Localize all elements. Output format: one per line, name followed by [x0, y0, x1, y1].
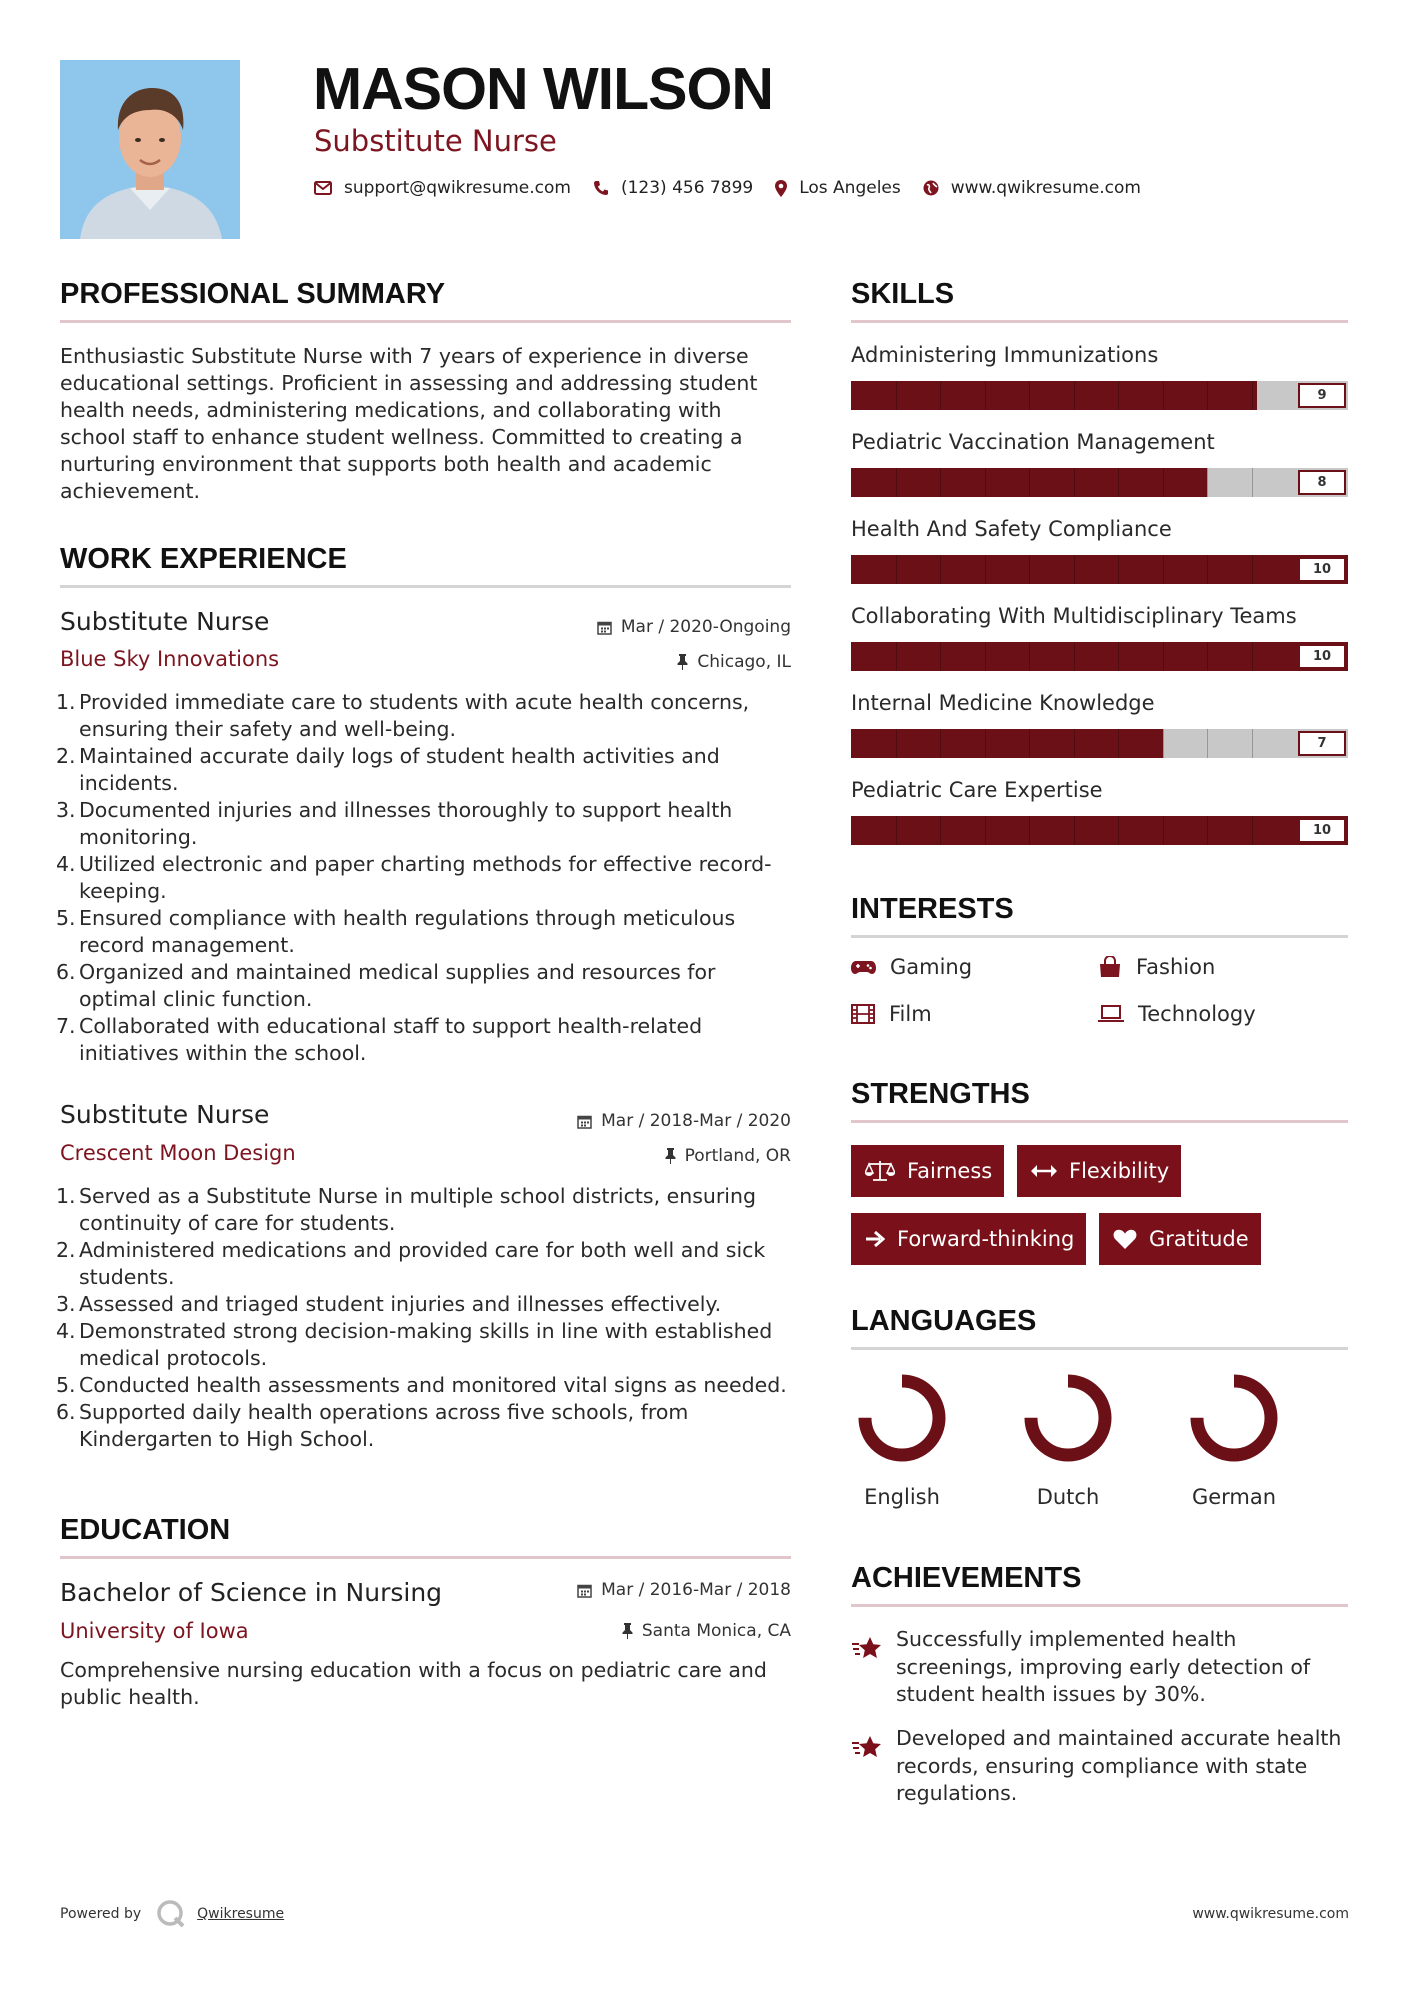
education-description	[60, 1657, 767, 1711]
skill-bar-segment	[1118, 642, 1119, 671]
skill-bar-segment	[896, 729, 897, 758]
strengths-divider	[851, 1120, 1348, 1123]
bullet-line: Documented injuries and illnesses thoroughly to support health	[79, 798, 733, 822]
skill-bar-segment	[1207, 729, 1208, 758]
bullet-line: initiatives within the school.	[79, 1041, 367, 1065]
language-label: German	[1191, 1485, 1277, 1509]
list-item	[56, 851, 800, 905]
achievement-line: Successfully implemented health	[896, 1627, 1237, 1651]
footer-website[interactable]: www.qwikresume.com	[1192, 1906, 1349, 1922]
job-date	[577, 1111, 791, 1131]
bullet-line: Demonstrated strong decision-making skills in line with established	[79, 1319, 773, 1343]
skill-bar-segment	[896, 555, 897, 584]
skill-bar-segment	[1074, 816, 1075, 845]
skill-bar-segment	[1207, 642, 1208, 671]
skill-bar-segment	[985, 816, 986, 845]
contact-bar	[314, 178, 1163, 198]
contact-phone[interactable]	[593, 178, 753, 198]
bullet-line: students.	[79, 1265, 175, 1289]
job-title: Substitute Nurse	[60, 607, 270, 636]
film-icon	[851, 1004, 875, 1024]
job-date-text: Mar / 2020-Ongoing	[620, 617, 791, 637]
skill-name: Health And Safety Compliance	[851, 517, 1172, 541]
bullet-line: Organized and maintained medical supplies and resources for	[79, 960, 716, 984]
skill-bar-segment	[1029, 381, 1030, 410]
skill-bar-segment	[985, 555, 986, 584]
interest-technology	[1098, 1002, 1256, 1026]
achievement-text	[896, 1626, 1356, 1709]
skill-name: Pediatric Vaccination Management	[851, 430, 1215, 454]
strength-gratitude	[1099, 1213, 1261, 1265]
skill-name: Administering Immunizations	[851, 343, 1159, 367]
footer-powered-by	[60, 1898, 284, 1930]
skill-bar-segment	[1207, 468, 1208, 497]
achievement-line: regulations.	[896, 1781, 1018, 1805]
globe-icon	[923, 180, 939, 196]
shopping-bag-icon	[1098, 956, 1122, 978]
list-item	[56, 1372, 800, 1399]
list-item	[56, 959, 800, 1013]
job-bullets	[56, 689, 800, 1067]
list-item	[56, 689, 800, 743]
summary-line: health needs, administering medications, and collaborating with	[60, 398, 722, 422]
contact-website-text: www.qwikresume.com	[950, 178, 1141, 198]
skill-bar-segment	[1074, 642, 1075, 671]
education-date	[577, 1580, 791, 1600]
bullet-line: record management.	[79, 933, 295, 957]
education-line: public health.	[60, 1685, 200, 1709]
bullet-line: optimal clinic function.	[79, 987, 313, 1011]
strength-label: Flexibility	[1069, 1159, 1170, 1183]
list-item	[56, 797, 800, 851]
job-company: Blue Sky Innovations	[60, 647, 280, 671]
skill-bar-segment	[1118, 381, 1119, 410]
job-location-text: Chicago, IL	[697, 652, 791, 672]
skill-bar-segment	[940, 555, 941, 584]
strength-forward-thinking	[851, 1213, 1086, 1265]
skill-bar-segment	[1252, 729, 1253, 758]
star-award-icon	[851, 1636, 883, 1662]
language-ring	[857, 1373, 947, 1463]
bullet-line: Ensured compliance with health regulations through meticulous	[79, 906, 736, 930]
summary-heading: PROFESSIONAL SUMMARY	[60, 278, 446, 310]
interest-label: Film	[889, 1002, 932, 1026]
skill-bar-segment	[985, 468, 986, 497]
qwikresume-logo-icon	[155, 1898, 187, 1930]
list-item	[56, 1318, 800, 1372]
bullet-number: 3.	[56, 798, 76, 822]
job-location-text: Portland, OR	[684, 1146, 791, 1166]
candidate-name: MASON WILSON	[313, 56, 773, 122]
skill-bar-segment	[896, 816, 897, 845]
skill-bar-segment	[1163, 468, 1164, 497]
skill-bar-segment	[1029, 468, 1030, 497]
powered-by-text: Powered by	[60, 1906, 142, 1922]
skill-name: Pediatric Care Expertise	[851, 778, 1103, 802]
education-heading: EDUCATION	[60, 1514, 231, 1546]
skill-bar-segment	[985, 642, 986, 671]
skill-bar	[851, 816, 1348, 845]
bullet-line: Utilized electronic and paper charting methods for effective record-	[79, 852, 772, 876]
map-marker-icon	[775, 180, 787, 197]
list-item	[56, 1183, 800, 1237]
list-item	[56, 743, 800, 797]
skill-bar-fill	[851, 729, 1163, 758]
bullet-line: Provided immediate care to students with acute health concerns,	[79, 690, 750, 714]
gamepad-icon	[851, 960, 876, 975]
skill-bar-segment	[1074, 555, 1075, 584]
skill-bar-segment	[896, 468, 897, 497]
language-ring	[1189, 1373, 1279, 1463]
skill-bar-segment	[1074, 729, 1075, 758]
pushpin-icon	[677, 654, 688, 670]
achievements-divider	[851, 1604, 1348, 1607]
work-divider	[60, 585, 791, 588]
list-item	[56, 1399, 800, 1453]
achievements-heading: ACHIEVEMENTS	[851, 1562, 1082, 1594]
skill-name: Internal Medicine Knowledge	[851, 691, 1155, 715]
bullet-line: Kindergarten to High School.	[79, 1427, 375, 1451]
bullet-line: Maintained accurate daily logs of student health activities and	[79, 744, 720, 768]
candidate-role: Substitute Nurse	[314, 124, 557, 158]
envelope-icon	[314, 181, 332, 195]
job-location	[665, 1146, 791, 1166]
summary-line: educational settings. Proficient in assessing and addressing student	[60, 371, 758, 395]
brand-link[interactable]: Qwikresume	[197, 1906, 285, 1922]
calendar-icon	[597, 620, 612, 635]
phone-icon	[593, 180, 609, 196]
skill-bar-segment	[896, 642, 897, 671]
contact-email[interactable]	[314, 178, 571, 198]
summary-line: achievement.	[60, 479, 201, 503]
skill-bar-segment	[985, 729, 986, 758]
strength-label: Gratitude	[1149, 1227, 1249, 1251]
education-location-text: Santa Monica, CA	[641, 1621, 791, 1641]
skill-bar-segment	[1029, 555, 1030, 584]
summary-divider	[60, 320, 791, 323]
language-ring-arc	[1197, 1381, 1271, 1455]
calendar-icon	[577, 1583, 592, 1598]
contact-phone-text: (123) 456 7899	[620, 178, 754, 198]
bullet-line: Conducted health assessments and monitored vital signs as needed.	[79, 1373, 787, 1397]
skill-bar-segment	[1207, 816, 1208, 845]
interest-label: Gaming	[890, 955, 973, 979]
bullet-line: medical protocols.	[79, 1346, 268, 1370]
achievement-text	[896, 1725, 1356, 1808]
bullet-line: monitoring.	[79, 825, 198, 849]
school-name: University of Iowa	[60, 1619, 249, 1643]
bullet-number: 4.	[56, 1319, 76, 1343]
strength-label: Fairness	[907, 1159, 993, 1183]
achievement-item	[851, 1725, 1356, 1808]
education-date-text: Mar / 2016-Mar / 2018	[601, 1580, 791, 1600]
skill-bar-segment	[1074, 381, 1075, 410]
skill-bar-segment	[1118, 729, 1119, 758]
bullet-line: Administered medications and provided care for both well and sick	[79, 1238, 766, 1262]
contact-email-text: support@qwikresume.com	[344, 178, 571, 198]
bullet-line: Served as a Substitute Nurse in multiple school districts, ensuring	[79, 1184, 757, 1208]
bullet-line: incidents.	[79, 771, 179, 795]
bullet-number: 6.	[56, 1400, 76, 1424]
achievement-line: Developed and maintained accurate health	[896, 1726, 1342, 1750]
bullet-number: 5.	[56, 1373, 76, 1397]
skill-bar-segment	[1029, 816, 1030, 845]
contact-website[interactable]	[923, 178, 1141, 198]
skill-bar-segment	[940, 642, 941, 671]
skill-name: Collaborating With Multidisciplinary Teams	[851, 604, 1297, 628]
job-date-text: Mar / 2018-Mar / 2020	[601, 1111, 791, 1131]
skill-bar-segment	[1118, 816, 1119, 845]
interests-divider	[851, 935, 1348, 938]
skill-bar-segment	[1118, 555, 1119, 584]
calendar-icon	[577, 1114, 592, 1129]
skill-bar-segment	[985, 381, 986, 410]
bullet-number: 2.	[56, 744, 76, 768]
job-location	[677, 652, 791, 672]
education-line: Comprehensive nursing education with a focus on pediatric care and	[60, 1658, 767, 1682]
language-ring-arc	[865, 1381, 939, 1455]
skill-bar-segment	[1029, 642, 1030, 671]
language-label: English	[864, 1485, 940, 1509]
skill-bar-fill	[851, 381, 1257, 410]
strength-label: Forward-thinking	[897, 1227, 1075, 1251]
achievement-line: screenings, improving early detection of	[896, 1654, 1311, 1679]
bullet-line: Assessed and triaged student injuries and illnesses effectively.	[79, 1292, 722, 1316]
skill-bar-segment	[1252, 816, 1253, 845]
skills-divider	[851, 320, 1348, 323]
star-award-icon	[851, 1735, 883, 1761]
bullet-number: 6.	[56, 960, 76, 984]
skill-bar-fill	[851, 642, 1348, 671]
skill-bar	[851, 642, 1348, 671]
skill-score-badge: 10	[1298, 557, 1346, 582]
skill-bar-segment	[896, 381, 897, 410]
bullet-line: continuity of care for students.	[79, 1211, 396, 1235]
skill-bar-segment	[1163, 816, 1164, 845]
job-company: Crescent Moon Design	[60, 1141, 296, 1165]
summary-line: school staff to enhance student wellness. Committed to creating a	[60, 425, 743, 449]
skill-bar	[851, 381, 1348, 410]
bullet-number: 5.	[56, 906, 76, 930]
skill-bar-segment	[1207, 555, 1208, 584]
profile-photo	[60, 60, 240, 239]
language-ring-arc	[1031, 1381, 1105, 1455]
arrows-horizontal-icon	[1031, 1164, 1057, 1178]
skill-bar-segment	[1252, 468, 1253, 497]
contact-location-text: Los Angeles	[799, 178, 901, 198]
skill-bar-segment	[1207, 381, 1208, 410]
list-item	[56, 1237, 800, 1291]
skill-bar-segment	[1252, 555, 1253, 584]
skill-bar-segment	[1163, 555, 1164, 584]
skill-bar-segment	[940, 468, 941, 497]
pushpin-icon	[622, 1623, 633, 1639]
bullet-number: 3.	[56, 1292, 76, 1316]
list-item	[56, 1291, 800, 1318]
contact-location	[775, 178, 901, 198]
skill-bar-fill	[851, 555, 1348, 584]
summary-text	[60, 343, 757, 505]
job-title: Substitute Nurse	[60, 1100, 270, 1129]
interest-gaming	[851, 955, 972, 979]
bullet-line: keeping.	[79, 879, 167, 903]
bullet-number: 1.	[56, 1184, 76, 1208]
skills-heading: SKILLS	[851, 278, 955, 310]
interest-label: Fashion	[1136, 955, 1216, 979]
interest-fashion	[1098, 955, 1215, 979]
achievement-line: records, ensuring compliance with state	[896, 1753, 1308, 1778]
skill-bar-fill	[851, 816, 1348, 845]
interest-label: Technology	[1138, 1002, 1256, 1026]
skill-score-badge: 8	[1298, 470, 1346, 495]
interests-heading: INTERESTS	[851, 893, 1014, 925]
strength-flexibility	[1017, 1145, 1181, 1197]
skill-score-badge: 10	[1298, 818, 1346, 843]
skill-bar-segment	[940, 381, 941, 410]
skill-bar-segment	[940, 729, 941, 758]
languages-divider	[851, 1347, 1348, 1350]
skill-bar	[851, 729, 1348, 758]
arrow-right-icon	[865, 1230, 885, 1248]
laptop-icon	[1098, 1005, 1124, 1023]
interest-film	[851, 1002, 932, 1026]
skill-bar-segment	[940, 816, 941, 845]
language-label: Dutch	[1036, 1485, 1100, 1509]
pushpin-icon	[665, 1148, 676, 1164]
bullet-number: 2.	[56, 1238, 76, 1262]
skill-bar-segment	[1163, 642, 1164, 671]
languages-heading: LANGUAGES	[851, 1305, 1037, 1337]
work-heading: WORK EXPERIENCE	[60, 543, 347, 575]
bullet-number: 4.	[56, 852, 76, 876]
skill-bar-segment	[1252, 642, 1253, 671]
skill-score-badge: 9	[1298, 383, 1346, 408]
degree-title: Bachelor of Science in Nursing	[60, 1578, 443, 1607]
bullet-number: 1.	[56, 690, 76, 714]
education-divider	[60, 1556, 791, 1559]
list-item	[56, 1013, 800, 1067]
skill-bar-segment	[1163, 381, 1164, 410]
skill-bar-segment	[1029, 729, 1030, 758]
skill-bar	[851, 555, 1348, 584]
strengths-heading: STRENGTHS	[851, 1078, 1030, 1110]
skill-bar-segment	[1163, 729, 1164, 758]
skill-score-badge: 10	[1298, 644, 1346, 669]
heart-icon	[1113, 1229, 1137, 1250]
bullet-number: 7.	[56, 1014, 76, 1038]
skill-bar-segment	[1118, 468, 1119, 497]
summary-line: Enthusiastic Substitute Nurse with 7 years of experience in diverse	[60, 344, 749, 368]
bullet-line: Collaborated with educational staff to support health-related	[79, 1014, 703, 1038]
skill-score-badge: 7	[1298, 731, 1346, 756]
list-item	[56, 905, 800, 959]
job-date	[597, 617, 791, 637]
balance-scale-icon	[865, 1160, 895, 1182]
achievement-line: student health issues by 30%.	[896, 1682, 1206, 1706]
job-bullets	[56, 1183, 800, 1453]
skill-bar-segment	[1074, 468, 1075, 497]
skill-bar-segment	[1252, 381, 1253, 410]
language-ring	[1023, 1373, 1113, 1463]
bullet-line: Supported daily health operations across five schools, from	[79, 1400, 689, 1424]
bullet-line: ensuring their safety and well-being.	[79, 717, 457, 741]
education-location	[622, 1621, 791, 1641]
achievement-item	[851, 1626, 1356, 1709]
skill-bar	[851, 468, 1348, 497]
strength-fairness	[851, 1145, 1004, 1197]
summary-line: nurturing environment that supports both health and academic	[60, 452, 712, 476]
